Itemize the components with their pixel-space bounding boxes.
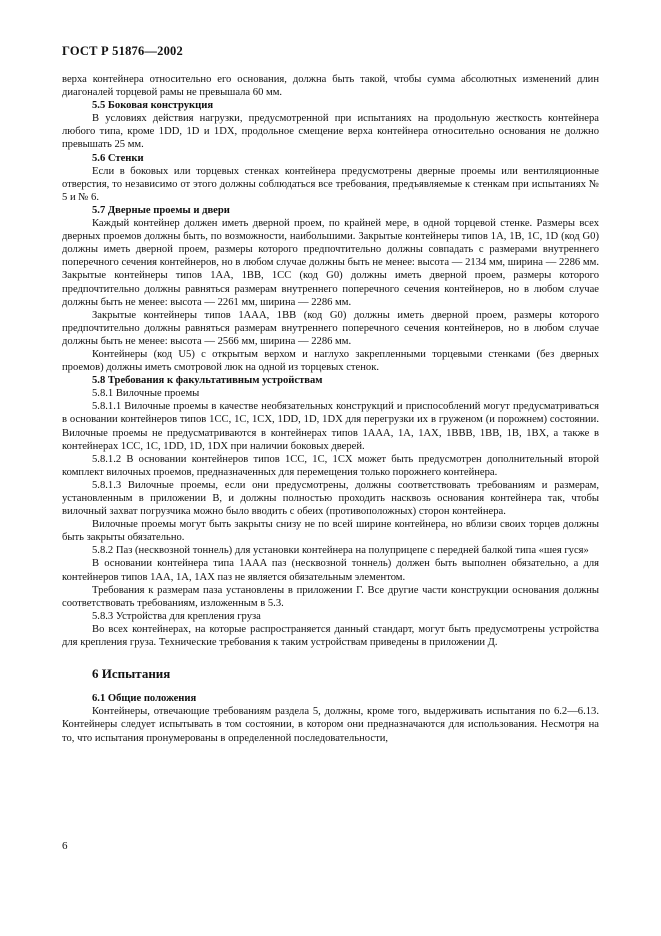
paragraph: В основании контейнера типа 1AAA паз (несквозной тоннель) должен быть выполнен обязательно, а для контейнеров типов 1AA, 1A, 1AX паз не является обязательным элементом. — [62, 558, 599, 583]
section-heading: 6 Испытания — [92, 666, 171, 682]
paragraph: Контейнеры, отвечающие требованиям раздела 5, должны, кроме того, выдерживать испытания по 6.2—6.13. Контейнеры следует испытывать в том состоянии, в котором они предназначаются для использования. Несмотря на то, что испытания пронумерованы в определенной последовательности, — [62, 706, 599, 744]
paragraph: Вилочные проемы могут быть закрыты снизу не по всей ширине контейнера, но вблизи своих торцев должны быть закрыты обязательно. — [62, 519, 599, 544]
paragraph: 5.8.1.3 Вилочные проемы, если они предусмотрены, должны соответствовать требованиям и размерам, установленным в приложении В, и должны полностью проходить насквозь основания контейнера так, чтобы вилочный захват погрузчика можно было вводить с обеих (противоположных) сторон контейнера. — [62, 479, 599, 518]
paragraph: 5.8.2 Паз (несквозной тоннель) для установки контейнера на полуприцепе с передней балкой типа «шея гуся» — [92, 545, 589, 557]
subsection-heading: 6.1 Общие положения — [92, 693, 197, 705]
paragraph: Если в боковых или торцевых стенках контейнера предусмотрены дверные проемы или вентиляционные отверстия, то независимо от этого должны соблюдаться все требования, предъявляемые к стенкам при испытаниях № 5 и № 6. — [62, 165, 599, 203]
paragraph: Контейнеры (код U5) с открытым верхом и наглухо закрепленными торцевыми стенками (без дверных проемов) должны иметь смотровой люк на одной из торцевых стенок. — [62, 348, 599, 374]
paragraph: В условиях действия нагрузки, предусмотренной при испытаниях на продольную жесткость контейнера любого типа, кроме 1DD, 1D и 1DX, продольное смещение верха контейнера относительно основания не должно превышать 25 мм. — [62, 113, 599, 151]
subsection-heading: 5.5 Боковая конструкция — [92, 100, 214, 112]
page-number: 6 — [62, 840, 68, 852]
paragraph: 5.8.3 Устройства для крепления груза — [92, 610, 261, 622]
paragraph: Закрытые контейнеры типов 1AAA, 1BB (код G0) должны иметь дверной проем, размеры которого предпочтительно должны равняться размерам внутреннего поперечного сечения контейнеров, но в любом случае должны быть не менее: высота — 2566 мм, ширина — 2286 мм. — [62, 309, 599, 347]
paragraph: 5.8.1.1 Вилочные проемы в качестве необязательных конструкций и приспособлений могут предусматриваться в основании контейнеров типов 1CC, 1C, 1CX, 1DD, 1D, 1DX для перегрузки их в груженом (и порожнем) состоянии. Вилочные проемы не предусматриваются в контейнерах типов 1AAA, 1A, 1AX, 1BBB, 1BB, 1B, 1BX, а также в контейнерах 1CC, 1C, 1DD, 1D, 1DX при наличии боковых дверей. — [62, 401, 599, 452]
page-body — [62, 73, 599, 745]
paragraph: Требования к размерам паза установлены в приложении Г. Все другие части конструкции основания должны соответствовать требованиям, изложенным в 5.3. — [62, 584, 599, 609]
subsection-heading: 5.8 Требования к факультативным устройствам — [92, 375, 323, 387]
paragraph: Во всех контейнерах, на которые распространяется данный стандарт, могут быть предусмотрены устройства для крепления груза. Технические требования к таким устройствам приведены в приложении Д. — [62, 623, 599, 649]
subsection-heading: 5.6 Стенки — [92, 152, 144, 164]
paragraph: Каждый контейнер должен иметь дверной проем, по крайней мере, в одной торцевой стенке. Размеры всех дверных проемов должны быть, по возможности, наибольшими. Закрытые контейнеры типов 1A, 1B, 1C, 1D (код G0) должны иметь дверной проем, размеры которого предпочтительно должны совпадать с размерами внутреннего поперечного сечения контейнеров, но в любом случае должны быть не менее: высота — 2134 мм, ширина — 2286 мм. Закрытые контейнеры типов 1AA, 1BB, 1CC (код G0) должны иметь дверной проем, размеры которого предпочтительно должны равняться размерам внутреннего поперечного сечения контейнеров, но в любом случае должны быть не менее: высота — 2261 мм, ширина — 2286 мм. — [62, 218, 599, 308]
paragraph: верха контейнера относительно его основания, должна быть такой, чтобы сумма абсолютных изменений длин диагоналей торцевой рамы не превышала 60 мм. — [62, 74, 599, 99]
paragraph: 5.8.1.2 В основании контейнеров типов 1CC, 1C, 1CX может быть предусмотрен дополнительный второй комплект вилочных проемов, предназначенных для перемещения только порожнего контейнера. — [62, 453, 599, 478]
paragraph: 5.8.1 Вилочные проемы — [92, 388, 200, 400]
subsection-heading: 5.7 Дверные проемы и двери — [92, 204, 230, 216]
running-header: ГОСТ Р 51876—2002 — [62, 44, 183, 58]
